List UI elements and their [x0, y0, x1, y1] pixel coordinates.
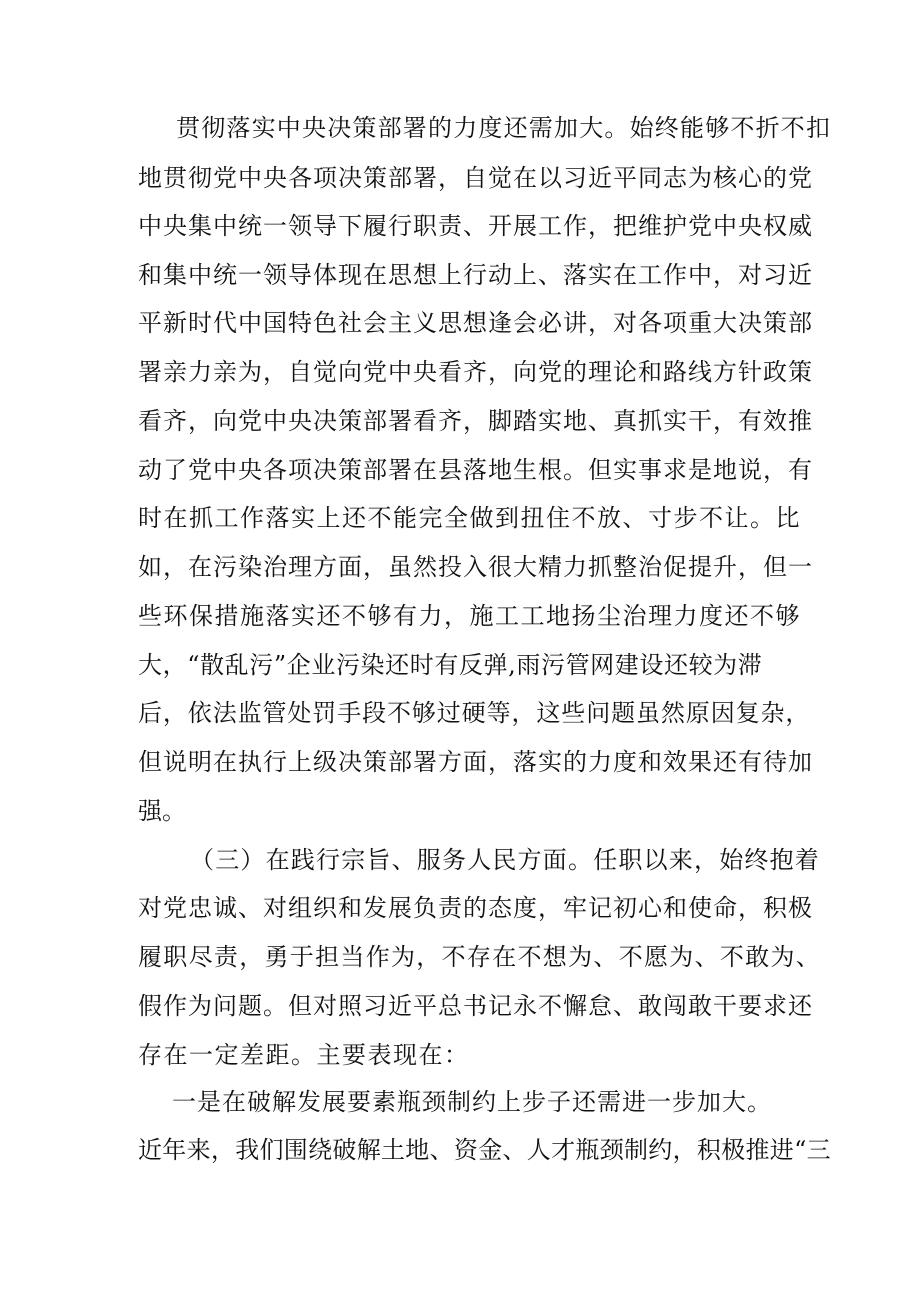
paragraph-line: 履职尽责，勇于担当作为，不存在不想为、不愿为、不敢为、 — [138, 943, 822, 971]
paragraph-line: 后，依法监管处罚手段不够过硬等，这些问题虽然原因复杂， — [138, 699, 811, 727]
paragraph-line: 但说明在执行上级决策部署方面，落实的力度和效果还有待加 — [138, 748, 813, 776]
paragraph-line: 时在抓工作落实上还不能完全做到扭住不放、寸步不让。比 — [138, 504, 801, 532]
paragraph-line: 地贯彻党中央各项决策部署，自觉在以习近平同志为核心的党 — [138, 164, 813, 192]
section-heading: （三）在践行宗旨、服务人民方面。任职以来，始终抱着 — [190, 846, 820, 874]
paragraph-line: 强。 — [138, 797, 186, 825]
paragraph-line: 一是在破解发展要素瓶颈制约上步子还需进一步加大。 — [172, 1088, 772, 1116]
paragraph-line: 对党忠诚、对组织和发展负责的态度，牢记初心和使命，积极 — [138, 894, 813, 922]
paragraph-line: 如，在污染治理方面，虽然投入很大精力抓整治促提升，但一 — [138, 553, 813, 581]
paragraph-line: 贯彻落实中央决策部署的力度还需加大。始终能够不折不扣 — [176, 114, 832, 142]
paragraph-line: 动了党中央各项决策部署在县落地生根。但实事求是地说，有 — [138, 456, 813, 484]
paragraph-line: 大，“散乱污”企业污染还时有反弹,雨污管网建设还较为滞 — [138, 651, 763, 679]
paragraph-line: 看齐，向党中央决策部署看齐，脚踏实地、真抓实干，有效推 — [138, 407, 813, 435]
paragraph-line: 平新时代中国特色社会主义思想逢会必讲，对各项重大决策部 — [138, 309, 813, 337]
paragraph-line: 署亲力亲为，自觉向党中央看齐，向党的理论和路线方针政策 — [138, 358, 813, 386]
paragraph-line: 和集中统一领导体现在思想上行动上、落实在工作中，对习近 — [138, 261, 813, 289]
paragraph-line: 些环保措施落实还不够有力，施工工地扬尘治理力度还不够 — [138, 602, 801, 630]
paragraph-line: 假作为问题。但对照习近平总书记永不懈怠、敢闯敢干要求还 — [138, 992, 813, 1020]
paragraph-line: 中央集中统一领导下履行职责、开展工作，把维护党中央权威 — [138, 212, 813, 240]
paragraph-line: 存在一定差距。主要表现在： — [138, 1041, 470, 1069]
paragraph-line: 近年来，我们围绕破解土地、资金、人才瓶颈制约，积极推进“三 — [138, 1136, 831, 1164]
